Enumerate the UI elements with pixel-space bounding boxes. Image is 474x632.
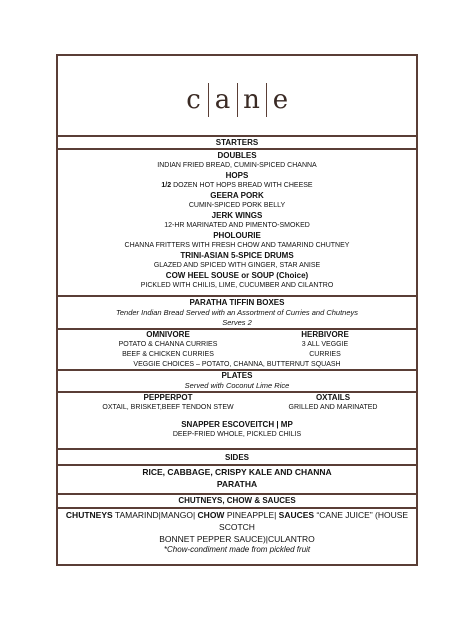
omnivore-line: POTATO & CHANNA CURRIES	[118, 341, 218, 348]
chutneys-label: CHUTNEYS	[65, 510, 113, 520]
sauces-label: SAUCES	[278, 510, 315, 520]
chutneys-line: BONNET PEPPER SAUCE)|CULANTRO	[159, 534, 315, 544]
omnivore-title: OMNIVORE	[146, 330, 190, 339]
oxtails-desc: GRILLED AND MARINATED	[288, 404, 378, 411]
starter-desc: 12-HR MARINATED AND PIMENTO-SMOKED	[164, 222, 310, 229]
plates-subtitle: Served with Coconut Lime Rice	[184, 381, 290, 390]
veggie-choices: VEGGIE CHOICES – POTATO, CHANNA, BUTTERNUT SQUASH	[133, 361, 341, 368]
logo-letter: c	[186, 85, 201, 115]
chutneys-header: CHUTNEYS, CHOW & SAUCES	[178, 496, 296, 505]
starter-desc: CUMIN-SPICED PORK BELLY	[188, 202, 286, 209]
chutneys-line	[58, 509, 416, 533]
plates-section	[58, 371, 416, 391]
oxtails-title: OXTAILS	[315, 393, 351, 402]
starter-name: DOUBLES	[217, 151, 257, 160]
starter-desc: GLAZED AND SPICED WITH GINGER, STAR ANISE	[153, 262, 321, 269]
logo-letter: n	[243, 85, 260, 115]
sides-line: RICE, CABBAGE, CRISPY KALE AND CHANNA	[142, 467, 332, 477]
chow-text: PINEAPPLE|	[224, 510, 279, 520]
starter-name: HOPS	[225, 171, 249, 180]
logo-letter: e	[272, 85, 289, 115]
omnivore-line: BEEF & CHICKEN CURRIES	[122, 351, 214, 358]
menu-card	[56, 54, 418, 566]
starter-name: JERK WINGS	[211, 211, 263, 220]
chow-note: *Chow-condiment made from pickled fruit	[163, 545, 311, 554]
divider	[58, 448, 416, 450]
divider	[58, 148, 416, 150]
starter-name: GEERA PORK	[210, 191, 264, 200]
starter-desc-qty: 1/2	[161, 182, 172, 189]
chutneys-section	[58, 509, 416, 555]
starter-desc: INDIAN FRIED BREAD, CUMIN-SPICED CHANNA	[157, 162, 317, 169]
starter-desc-text: DOZEN HOT HOPS BREAD WITH CHEESE	[171, 182, 313, 189]
sauces-text: “CANE JUICE” (HOUSE SCOTCH	[219, 510, 409, 532]
plates-header: PLATES	[221, 371, 253, 380]
starters-header: STARTERS	[215, 138, 259, 147]
starters-list	[58, 151, 416, 291]
snapper-box	[58, 420, 416, 440]
herbivore-box	[272, 330, 378, 360]
herbivore-line: 3 ALL VEGGIE	[301, 341, 349, 348]
pepperpot-box	[68, 393, 268, 413]
cane-logo	[58, 78, 416, 122]
herbivore-title: HERBIVORE	[301, 330, 349, 339]
pepperpot-title: PEPPERPOT	[143, 393, 193, 402]
pepperpot-desc: OXTAIL, BRISKET,BEEF TENDON STEW	[102, 404, 234, 411]
chow-label: CHOW	[197, 510, 225, 520]
starter-name: PHOLOURIE	[213, 231, 261, 240]
tiffin-section	[58, 298, 416, 328]
starter-desc: CHANNA FRITTERS WITH FRESH CHOW AND TAMARIND CHUTNEY	[124, 242, 350, 249]
sides-line: PARATHA	[216, 479, 258, 489]
divider	[58, 295, 416, 297]
sides-section	[58, 466, 416, 490]
omnivore-box	[88, 330, 248, 360]
chutneys-text: TAMARIND|MANGO|	[112, 510, 198, 520]
starter-name: COW HEEL SOUSE or SOUP (Choice)	[165, 271, 309, 280]
herbivore-line: CURRIES	[309, 351, 341, 358]
sides-header: SIDES	[224, 453, 249, 462]
snapper-title: SNAPPER ESCOVEITCH | MP	[181, 420, 293, 429]
divider	[58, 135, 416, 137]
oxtails-box	[270, 393, 396, 413]
starter-desc: PICKLED WITH CHILIS, LIME, CUCUMBER AND CILANTRO	[140, 282, 334, 289]
tiffin-header: PARATHA TIFFIN BOXES	[189, 298, 285, 307]
logo-letter: a	[214, 85, 231, 115]
tiffin-subtitle: Tender Indian Bread Served with an Assortment of Curries and Chutneys	[115, 308, 359, 317]
divider	[58, 493, 416, 495]
starter-desc	[58, 181, 416, 191]
snapper-desc: DEEP-FRIED WHOLE, PICKLED CHILIS	[172, 431, 302, 438]
starter-name: TRINI-ASIAN 5-SPICE DRUMS	[180, 251, 294, 260]
tiffin-serves: Serves 2	[222, 318, 252, 327]
